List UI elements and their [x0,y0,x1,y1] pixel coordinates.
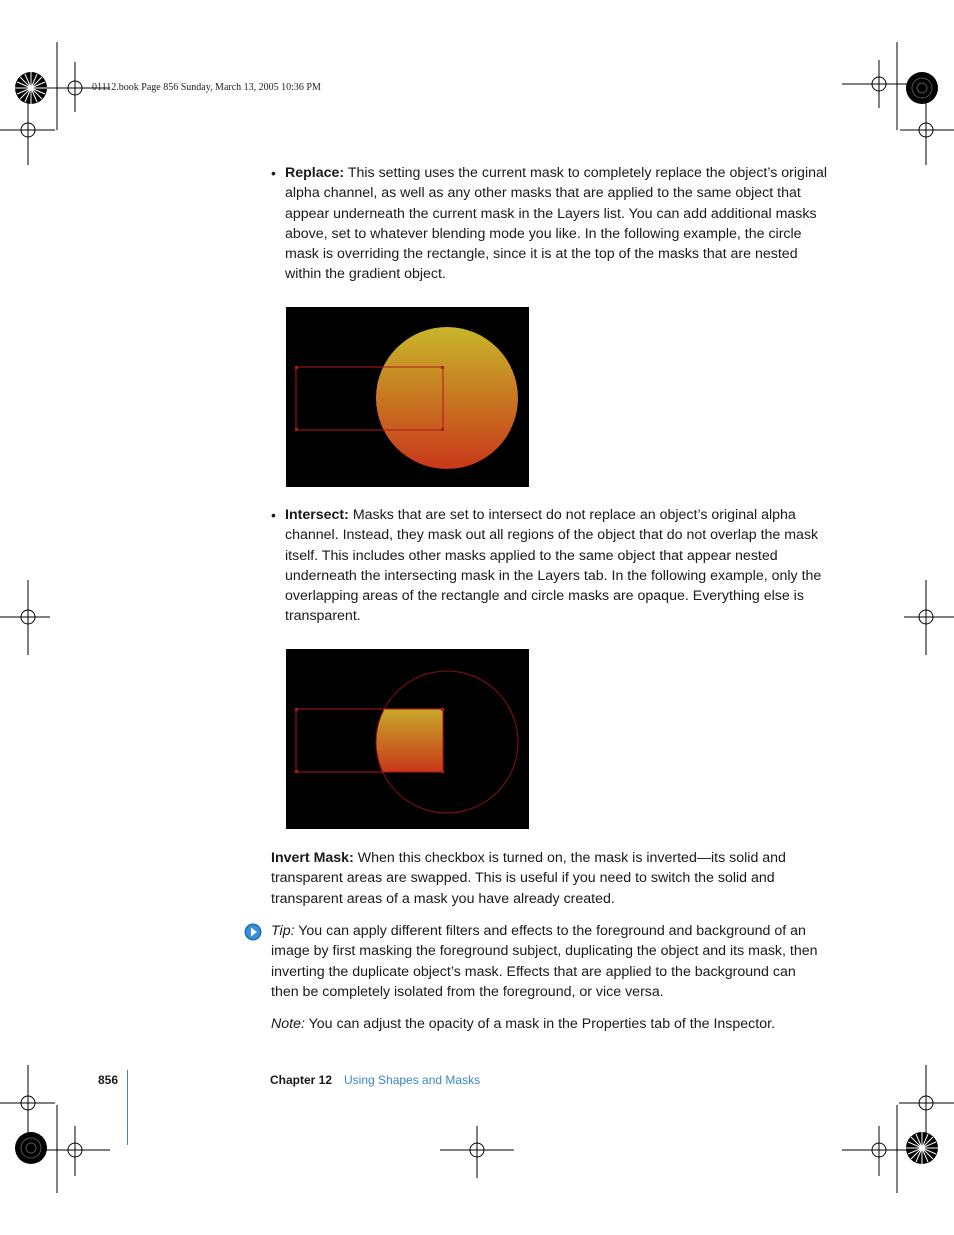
replace-text: This setting uses the current mask to completely replace the object’s original alpha channel, as well as any other masks that are applied to the same object that appear underneath the current mask in the Layers list. You can add additional masks above, set to whatever blending mode you like. In the following example, the circle mask is overriding the rectangle, since it is at the top of the masks that are nested within the gradient object. [285,165,828,283]
replace-figure [286,307,529,487]
invert-mask-text: When this checkbox is turned on, the mask is inverted—its solid and transparent areas are swapped. This is useful if you need to switch the solid and transparent areas of a mask you have already created. [271,850,786,907]
intersection-shape [296,709,443,772]
note-paragraph [271,1014,831,1034]
bullet-intersect: • [271,507,276,523]
replace-paragraph [285,163,830,285]
footer-chapter: Chapter 12 [270,1073,333,1087]
invert-mask-paragraph [271,848,816,909]
replace-label: Replace: [285,165,345,181]
arrow-right-icon [244,923,262,941]
bullet-replace: • [271,165,276,181]
intersect-figure [286,649,529,829]
tip-paragraph [271,921,826,1002]
intersect-label: Intersect: [285,507,349,523]
tip-text: You can apply different filters and effects to the foreground and background of an image by first masking the foreground subject, duplicating the object and its mask, then inverting the duplicate object’s mask. Effects that are applied to the background can then be completely isolated from the foreground, or vice versa. [271,923,818,1000]
footer-chapter-title: Using Shapes and Masks [344,1073,481,1087]
print-header: 01112.book Page 856 Sunday, March 13, 2005 10:36 PM [92,82,321,93]
note-text: You can adjust the opacity of a mask in the Properties tab of the Inspector. [308,1016,775,1032]
tip-label: Tip: [271,923,295,939]
note-label: Note: [271,1016,305,1032]
footer-rule [127,1070,128,1145]
intersect-text: Masks that are set to intersect do not replace an object’s original alpha channel. Instead, they mask out all regions of the object that do not overlap the mask itself. This includes other masks applied to the same object that appear nested underneath the intersecting mask in the Layers tab. In the following example, only the overlapping areas of the rectangle and circle masks are opaque. Everything else is transparent. [285,507,822,625]
circle-mask-shape [376,327,518,469]
intersect-paragraph [285,505,830,627]
page-number: 856 [98,1073,119,1087]
invert-mask-label: Invert Mask: [271,850,354,866]
